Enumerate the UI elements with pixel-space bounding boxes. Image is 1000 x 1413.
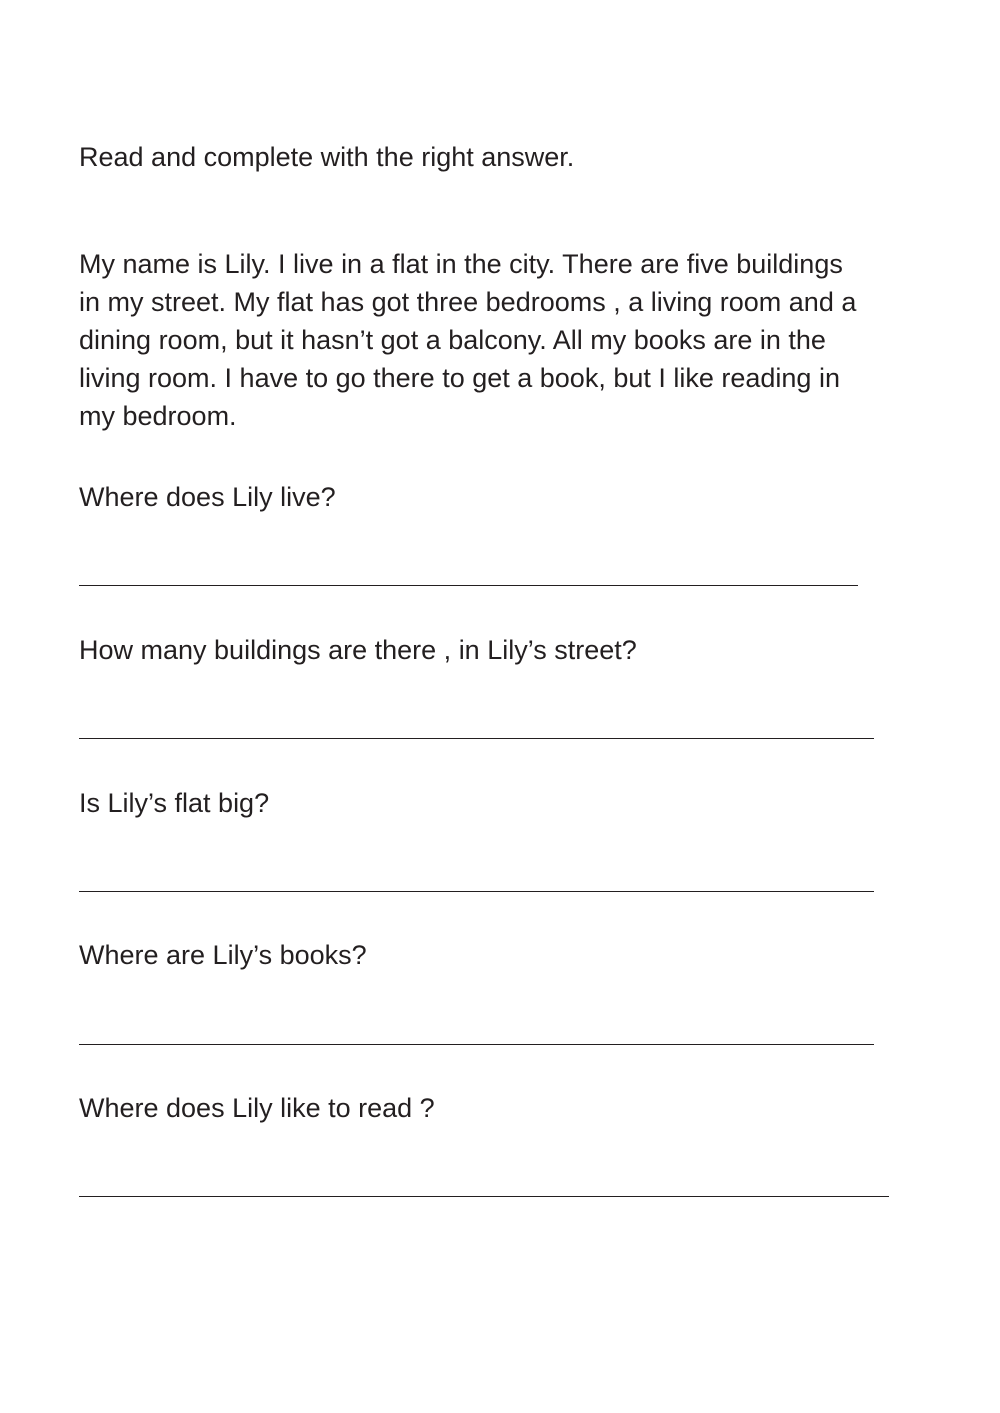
question-2: How many buildings are there , in Lily’s street?: [79, 635, 637, 665]
question-5: Where does Lily like to read ?: [79, 1093, 435, 1123]
question-4: Where are Lily’s books?: [79, 940, 367, 970]
answer-line-1[interactable]: [79, 585, 858, 586]
answer-line-2[interactable]: [79, 738, 874, 739]
question-1: Where does Lily live?: [79, 482, 336, 512]
answer-line-4[interactable]: [79, 1044, 874, 1045]
reading-passage: [79, 245, 959, 435]
instruction-text: Read and complete with the right answer.: [79, 142, 575, 172]
passage-line: my bedroom.: [79, 401, 237, 431]
passage-line: living room. I have to go there to get a book, but I like reading in: [79, 363, 840, 393]
question-3: Is Lily’s flat big?: [79, 788, 270, 818]
answer-line-5[interactable]: [79, 1196, 889, 1197]
passage-line: dining room, but it hasn’t got a balcony. All my books are in the: [79, 325, 826, 355]
passage-line: in my street. My flat has got three bedrooms , a living room and a: [79, 287, 857, 317]
answer-line-3[interactable]: [79, 891, 874, 892]
passage-line: My name is Lily. I live in a flat in the city. There are five buildings: [79, 249, 843, 279]
